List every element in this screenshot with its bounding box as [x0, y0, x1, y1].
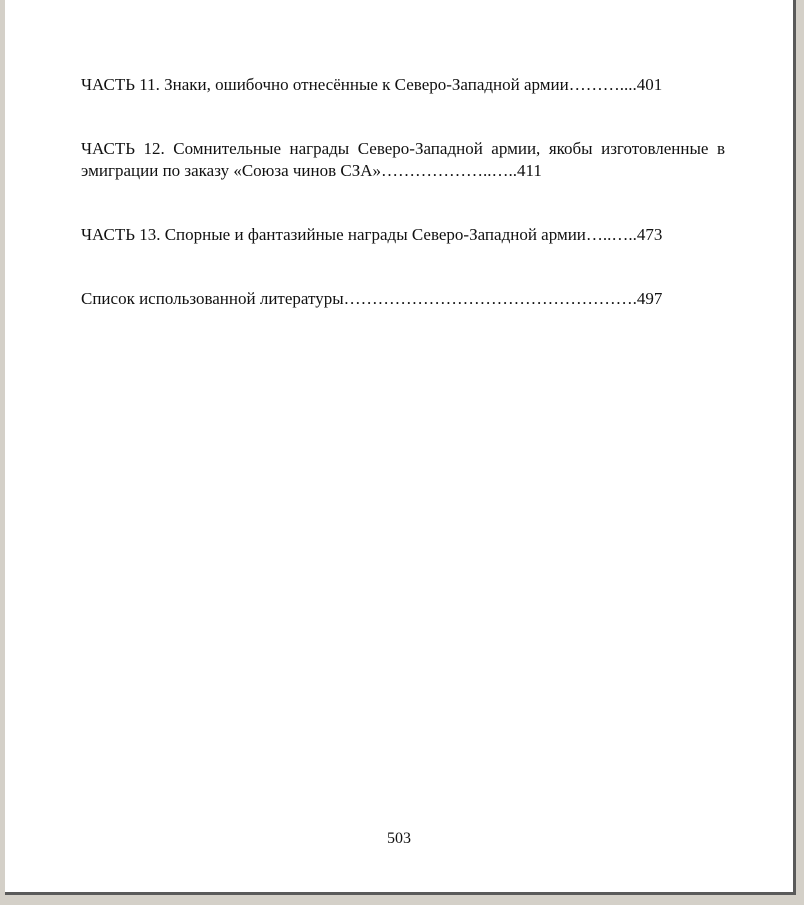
toc-entry-text: ЧАСТЬ 11. Знаки, ошибочно отнесённые к Северо-Западной армии……….... — [81, 75, 637, 94]
toc-entry-bibliography — [81, 288, 725, 310]
table-of-contents — [81, 74, 725, 310]
toc-entry-page: 401 — [636, 75, 663, 94]
toc-entry-part-12 — [81, 138, 725, 182]
toc-entry-page: 497 — [636, 289, 663, 308]
toc-entry-page: 411 — [517, 161, 542, 180]
toc-entry-part-11 — [81, 74, 725, 96]
toc-entry-text: ЧАСТЬ 12. Сомнительные награды Северо-Западной армии, якобы изготовленные в эмиграции по заказу «Союза чинов СЗА»………………..….. — [81, 139, 725, 180]
document-page — [5, 0, 796, 895]
toc-entry-text: Список использованной литературы……………………………………………. — [81, 289, 637, 308]
toc-entry-text: ЧАСТЬ 13. Спорные и фантазийные награды Северо-Западной армии…..….. — [81, 225, 637, 244]
toc-entry-part-13 — [81, 224, 725, 246]
toc-entry-page: 473 — [636, 225, 663, 244]
page-number: 503 — [387, 830, 411, 847]
